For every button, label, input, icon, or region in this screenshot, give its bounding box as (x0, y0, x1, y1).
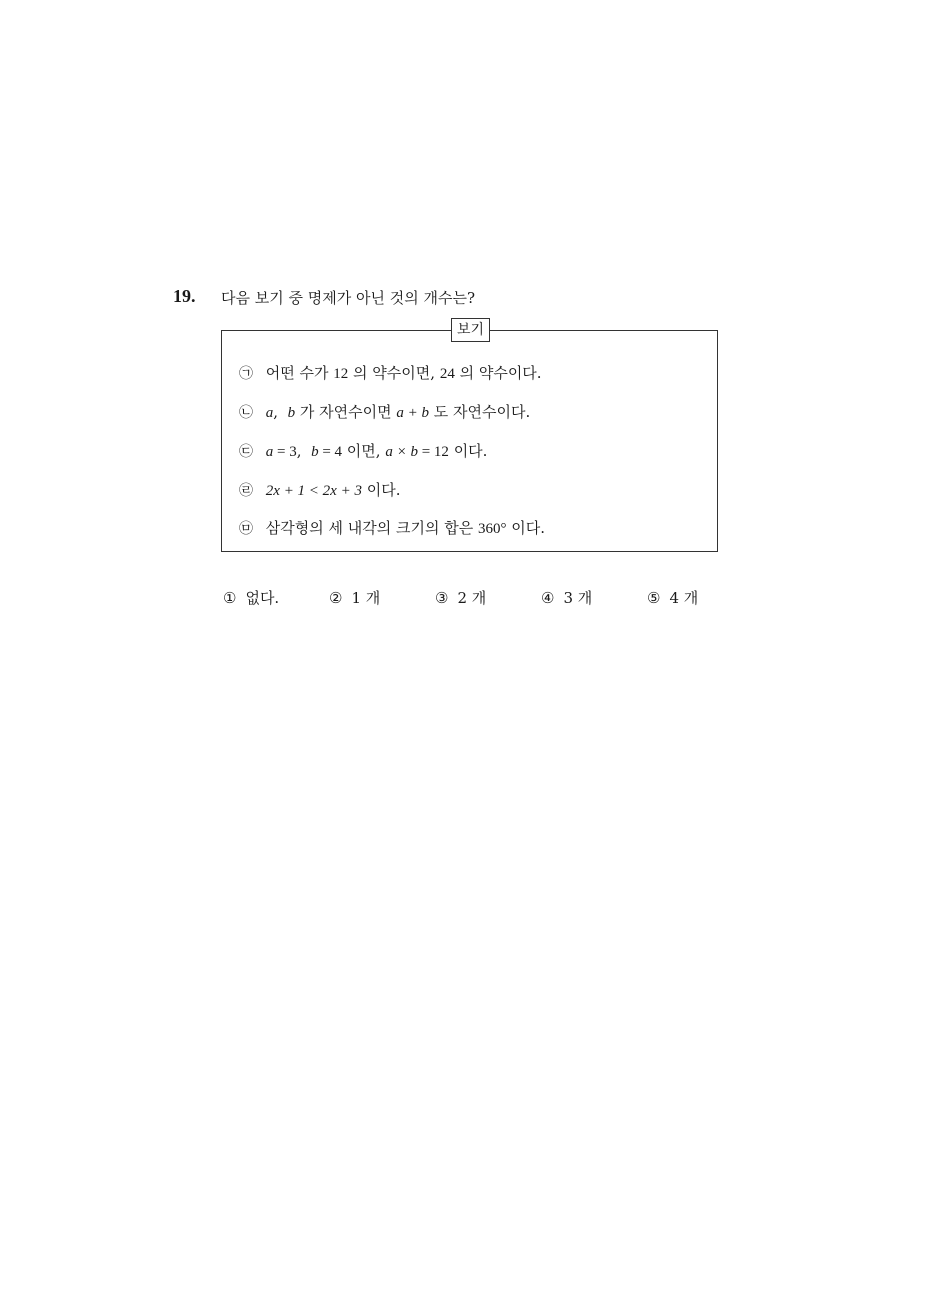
statement-text: 의 약수이면, (348, 364, 440, 382)
question-block (173, 286, 733, 607)
statement-math: 2x + 1 < 2x + 3 (265, 483, 362, 499)
choice-1[interactable] (223, 587, 279, 608)
statement-math: a + b (396, 405, 429, 421)
bogi-box (221, 322, 718, 552)
answer-choices (223, 587, 723, 609)
choice-5[interactable] (647, 587, 698, 608)
statement-2 (239, 401, 530, 422)
statement-number: 3 (289, 444, 297, 460)
question-number: 19. (173, 286, 196, 306)
statement-mark: ㉤ (239, 521, 253, 537)
statement-number: 4 (334, 444, 343, 460)
statement-text: 의 약수이다. (454, 364, 542, 382)
statement-number: 12 (333, 366, 349, 382)
statement-mark: ㉡ (239, 405, 253, 421)
question-header (173, 286, 733, 312)
statement-math: b (311, 444, 319, 460)
statement-text: 가 자연수이면 (295, 403, 397, 421)
statement-math: = (273, 444, 290, 460)
statement-text: 도 자연수이다. (428, 403, 531, 421)
choice-label: 1 개 (351, 589, 381, 607)
statement-number: 360° (478, 521, 507, 537)
statement-text: 이다. (506, 519, 546, 537)
question-text: 다음 보기 중 명제가 아닌 것의 개수는? (221, 289, 476, 307)
statement-3 (239, 440, 487, 461)
choice-mark: ④ (541, 589, 555, 607)
statement-1 (239, 362, 542, 383)
choice-label: 2 개 (457, 589, 487, 607)
choice-label: 4 개 (669, 589, 699, 607)
statement-math: a (265, 405, 274, 421)
statement-mark: ㉣ (239, 483, 253, 499)
choice-label: 3 개 (563, 589, 593, 607)
statement-text: 이면, (342, 442, 386, 460)
choice-mark: ③ (435, 589, 449, 607)
statement-math: b (287, 405, 296, 421)
choice-label: 없다. (245, 589, 280, 607)
statement-number: 12 (433, 444, 449, 460)
choice-2[interactable] (329, 587, 380, 608)
statement-text: 삼각형의 세 내각의 크기의 합은 (265, 519, 478, 537)
statement-math: = (318, 444, 335, 460)
statement-5 (239, 517, 545, 538)
choice-mark: ② (329, 589, 343, 607)
bogi-label: 보기 (451, 318, 490, 342)
choice-mark: ⑤ (647, 589, 661, 607)
statement-number: 24 (439, 366, 455, 382)
statement-4 (239, 479, 401, 500)
statement-mark: ㉠ (239, 366, 253, 382)
statement-text: , (296, 442, 312, 460)
statement-text: , (273, 403, 288, 421)
statement-mark: ㉢ (239, 444, 253, 460)
choice-mark: ① (223, 589, 237, 607)
choice-4[interactable] (541, 587, 592, 608)
statement-text: 이다. (361, 481, 401, 499)
statement-math: a (265, 444, 274, 460)
statement-text: 어떤 수가 (265, 364, 334, 382)
choice-3[interactable] (435, 587, 486, 608)
statement-text: 이다. (448, 442, 488, 460)
statement-math: a × b (385, 444, 418, 460)
statement-math: = (417, 444, 434, 460)
